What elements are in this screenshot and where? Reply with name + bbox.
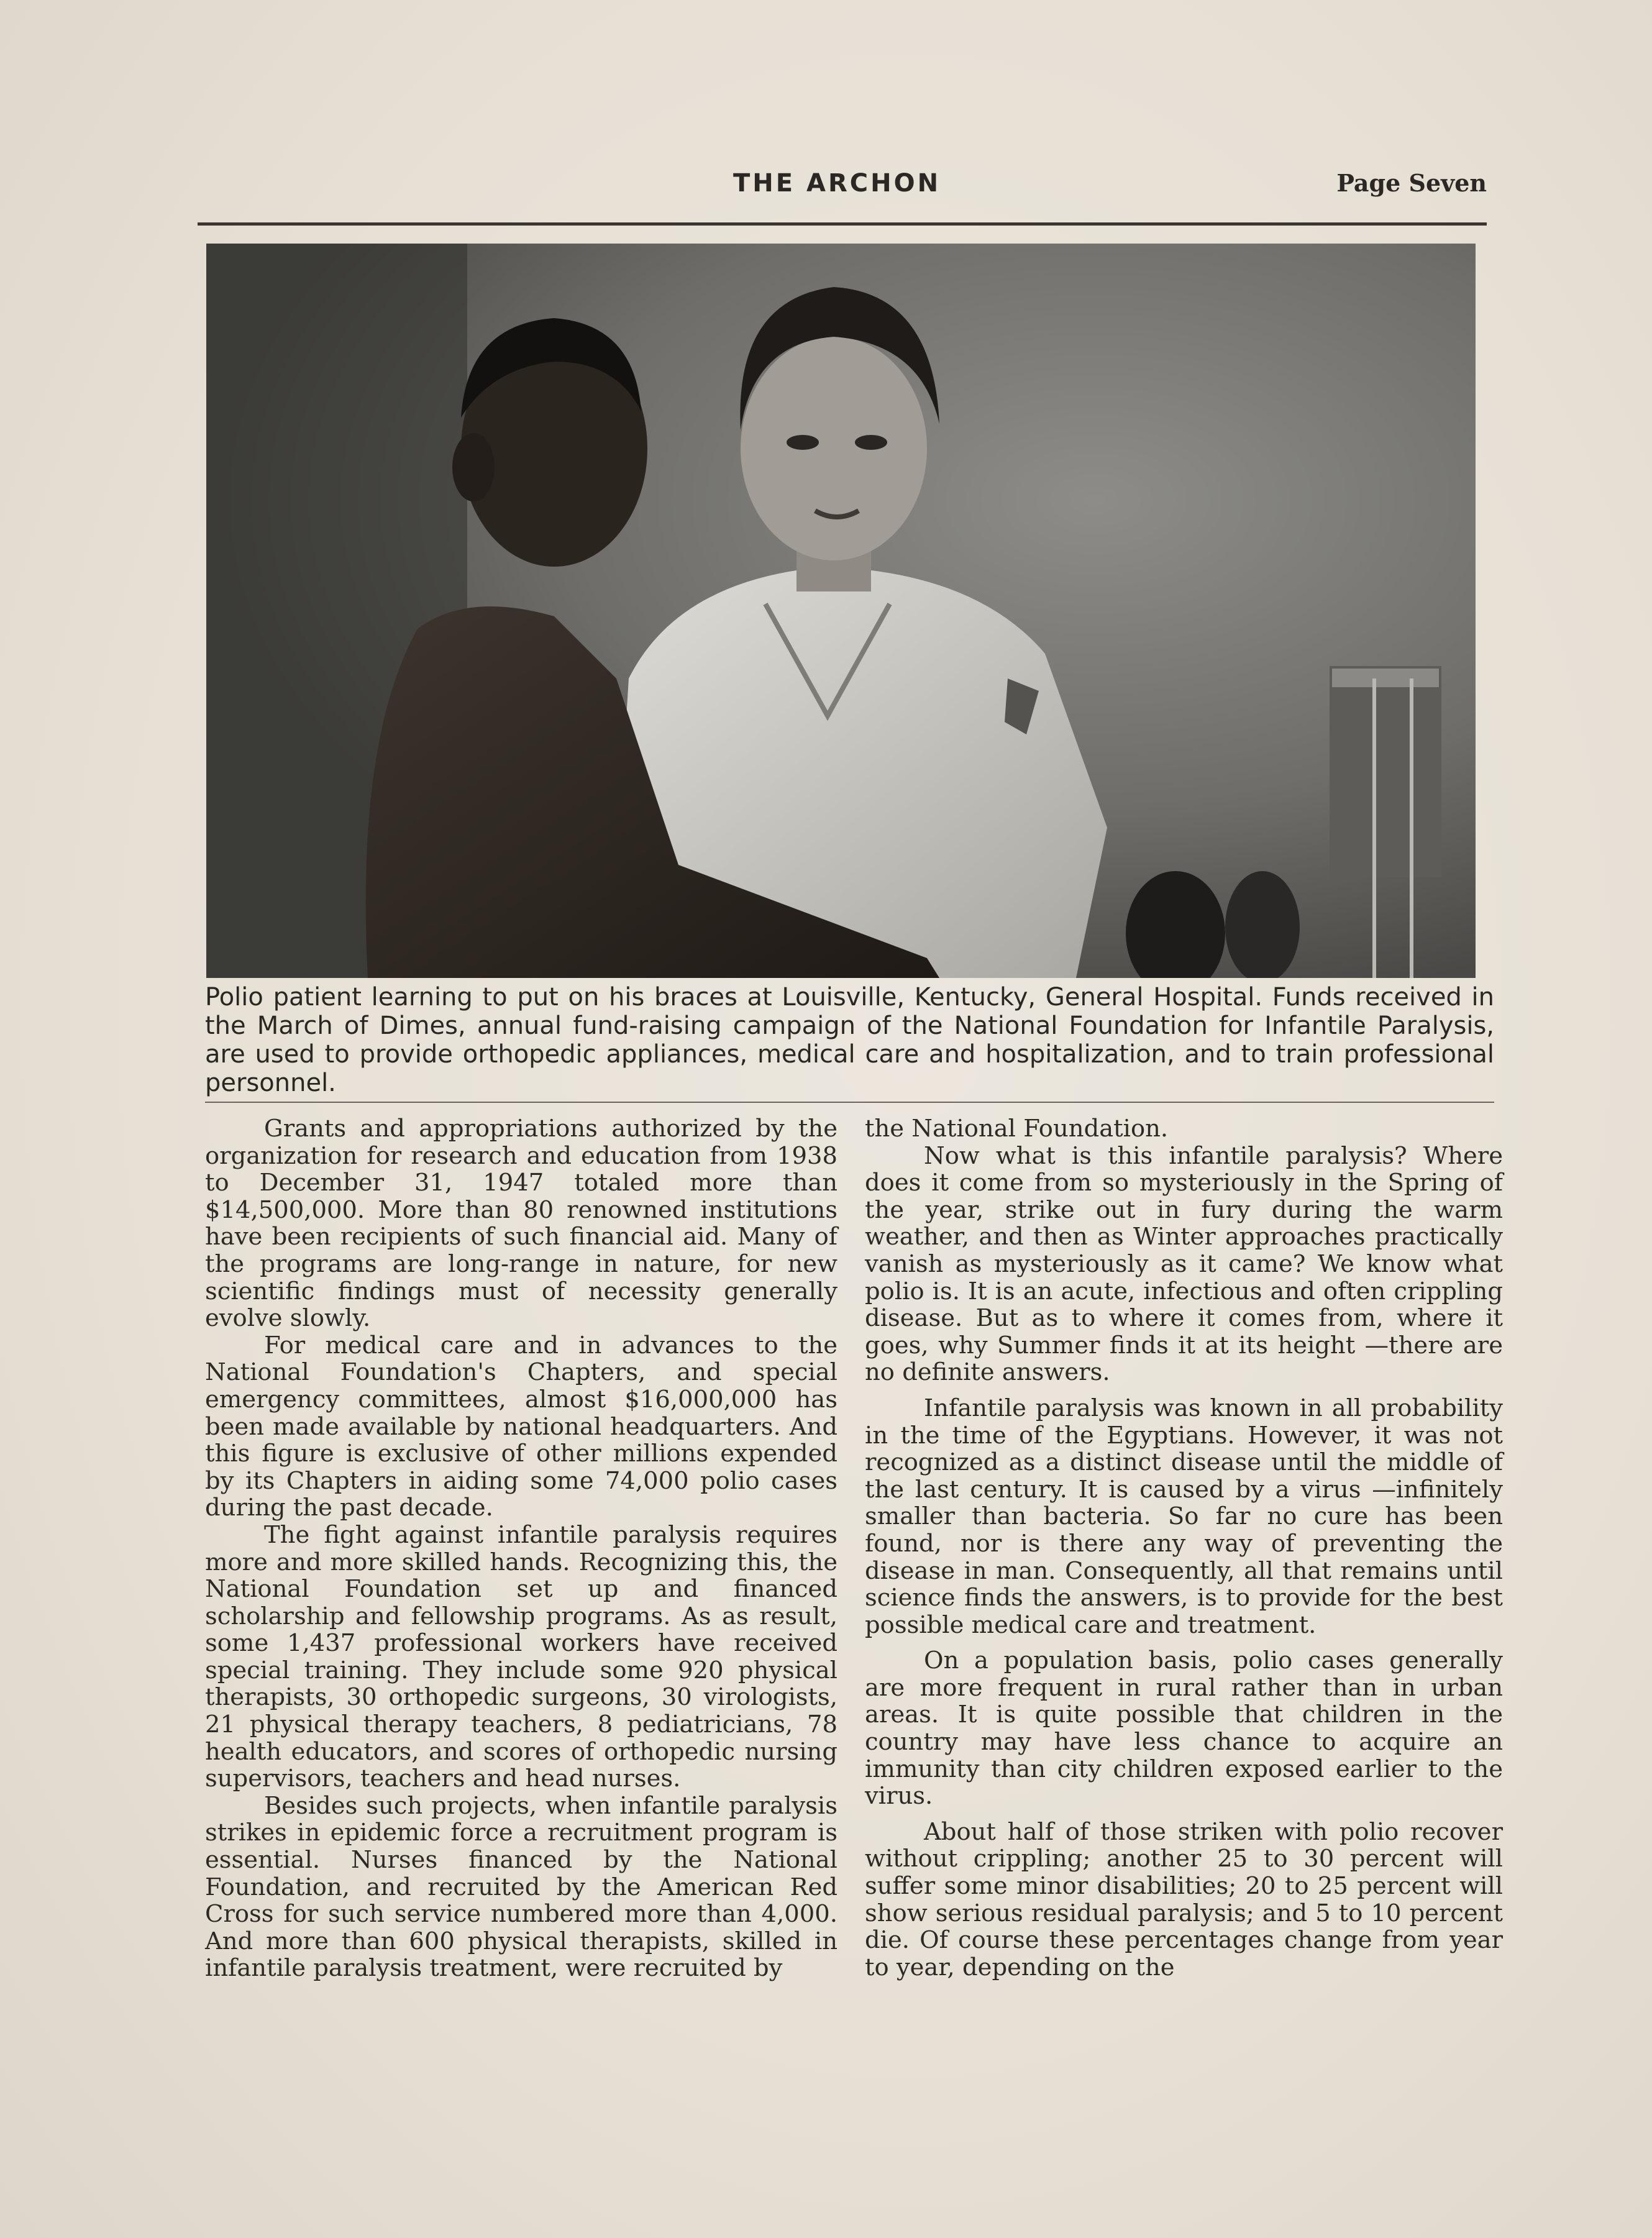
article-paragraph: About half of those striken with polio recover without crippling; another 25 to 30 percent will suffer some minor disabilities; 20 to 25 percent will show serious residual paralysis; and 5 to 10 percent die. Of course these percentages change from year to year, depending on the	[865, 1817, 1503, 1981]
photo-caption: Polio patient learning to put on his braces at Louisville, Kentucky, General Hospital. Funds received in the March of Dimes, annual fund-raising campaign of the National Foundation for Infantile Paralysis, are used to provide orthopedic appliances, medical care and hospitalization, and to train professional personnel.	[205, 983, 1494, 1097]
polio-patient-photo	[206, 244, 1476, 978]
article-right-column	[865, 1115, 1503, 1981]
article-paragraph: Besides such projects, when infantile paralysis strikes in epidemic force a recruitment program is essential. Nurses financed by the National Foundation, and recruited by the American Red Cross for such service numbered more than 4,000. And more than 600 physical therapists, skilled in infantile paralysis treatment, were recruited by	[205, 1791, 837, 1983]
article-continuation: the National Foundation.	[865, 1115, 1169, 1143]
page-header	[198, 167, 1487, 204]
article-paragraph: For medical care and in advances to the National Foundation's Chapters, and special emergency committees, almost $16,000,000 has been made available by national headquarters. And this figure is exclusive of other millions expended by its Chapters in aiding some 74,000 polio cases during the past decade.	[205, 1331, 837, 1522]
article-paragraph: Infantile paralysis was known in all probability in the time of the Egyptians. However, it was not recognized as a distinct disease until the middle of the last century. It is caused by a virus —infinitely smaller than bacteria. So far no cure has been found, nor is there any way of preventing the disease in man. Consequently, all that remains until science finds the answers, is to provide for the best possible medical care and treatment.	[865, 1394, 1503, 1639]
caption-rule	[205, 1102, 1494, 1103]
photo-illustration	[206, 244, 1476, 978]
article-paragraph: Now what is this infantile paralysis? Where does it come from so mysteriously in the Spring of the year, strike out in fury during the warm weather, and then as Winter approaches practically vanish as mysteriously as it came? We know what polio is. It is an acute, infectious and often crippling disease. But as to where it comes from, where it goes, why Summer finds it at its height —there are no definite answers.	[865, 1141, 1503, 1387]
article-paragraph: Grants and appropriations authorized by the organization for research and education from 1938 to December 31, 1947 totaled more than $14,500,000. More than 80 renowned institutions have been recipients of such financial aid. Many of the programs are long-range in nature, for new scientific findings must of necessity generally evolve slowly.	[205, 1115, 837, 1333]
article-paragraph: On a population basis, polio cases generally are more frequent in rural rather than in urban areas. It is quite possible that children in the country may have less chance to acquire an immunity than city children exposed earlier to the virus.	[865, 1647, 1503, 1811]
article-paragraph: The fight against infantile paralysis requires more and more skilled hands. Recognizing this, the National Foundation set up and financed scholarship and fellowship programs. As as result, some 1,437 professional workers have received special training. They include some 920 physical therapists, 30 orthopedic surgeons, 30 virologists, 21 physical therapy teachers, 8 pediatricians, 78 health educators, and scores of orthopedic nursing supervisors, teachers and head nurses.	[205, 1520, 837, 1793]
page-number-label: Page Seven	[1336, 169, 1487, 197]
article-left-column	[205, 1115, 837, 1982]
publication-title: THE ARCHON	[733, 169, 941, 198]
header-rule	[198, 222, 1487, 226]
